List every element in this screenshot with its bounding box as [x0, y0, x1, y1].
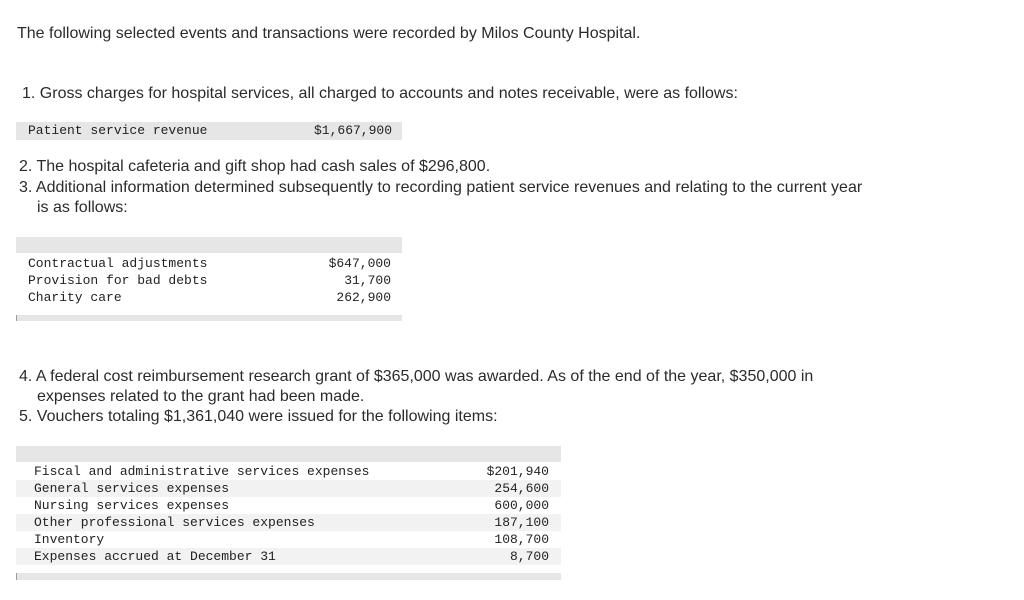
- row-value: 600,000: [494, 498, 549, 513]
- table-row: [16, 531, 561, 548]
- row-label: Provision for bad debts: [28, 273, 208, 288]
- row-value: 262,900: [336, 290, 391, 305]
- row-value: 187,100: [494, 515, 549, 530]
- row-value: 31,700: [344, 273, 391, 288]
- row-label: Fiscal and administrative services expenses: [34, 464, 370, 479]
- table-header-band: [16, 446, 561, 462]
- intro-text: The following selected events and transactions were recorded by Milos County Hospital.: [17, 25, 641, 42]
- table-footer-band: [16, 573, 561, 580]
- table-row: [16, 497, 561, 514]
- row-value: $201,940: [486, 464, 549, 479]
- row-value: 8,700: [509, 549, 549, 564]
- table-row: [16, 272, 402, 289]
- item-1-text: 1. Gross charges for hospital services, all charged to accounts and notes receivable, were as follows:: [22, 85, 738, 102]
- table-header-band: [16, 237, 402, 253]
- row-label: Expenses accrued at December 31: [34, 549, 276, 564]
- row-label: Charity care: [28, 290, 122, 305]
- row-label: General services expenses: [34, 481, 230, 496]
- patient-revenue-label: Patient service revenue: [28, 123, 208, 138]
- table-row: [16, 548, 561, 565]
- patient-revenue-table: [16, 122, 402, 140]
- row-label: Inventory: [34, 532, 105, 547]
- row-label: Other professional services expenses: [34, 515, 315, 530]
- table-row: [16, 480, 561, 497]
- row-value: 108,700: [494, 532, 549, 547]
- row-value: 254,600: [494, 481, 549, 496]
- item-2-text: 2. The hospital cafeteria and gift shop had cash sales of $296,800.: [19, 158, 491, 175]
- table-row: [16, 289, 402, 306]
- vouchers-table: [16, 446, 561, 582]
- table-row: [16, 514, 561, 531]
- table-row: [16, 463, 561, 480]
- row-value: $647,000: [328, 256, 391, 271]
- table-row: [16, 255, 402, 272]
- item-3-text-line1: 3. Additional information determined subsequently to recording patient service revenues and relating to the current year: [19, 179, 863, 196]
- revenue-deductions-table: [16, 237, 402, 321]
- patient-revenue-value: $1,667,900: [313, 123, 392, 138]
- item-3-text-line2: is as follows:: [37, 199, 128, 216]
- row-label: Contractual adjustments: [28, 256, 208, 271]
- item-4-text-line1: 4. A federal cost reimbursement research grant of $365,000 was awarded. As of the end of the year, $350,000 in: [19, 368, 814, 385]
- item-5-text: 5. Vouchers totaling $1,361,040 were issued for the following items:: [19, 408, 498, 425]
- row-label: Nursing services expenses: [34, 498, 230, 513]
- item-4-text-line2: expenses related to the grant had been made.: [37, 388, 365, 405]
- table-footer-band: [16, 315, 402, 321]
